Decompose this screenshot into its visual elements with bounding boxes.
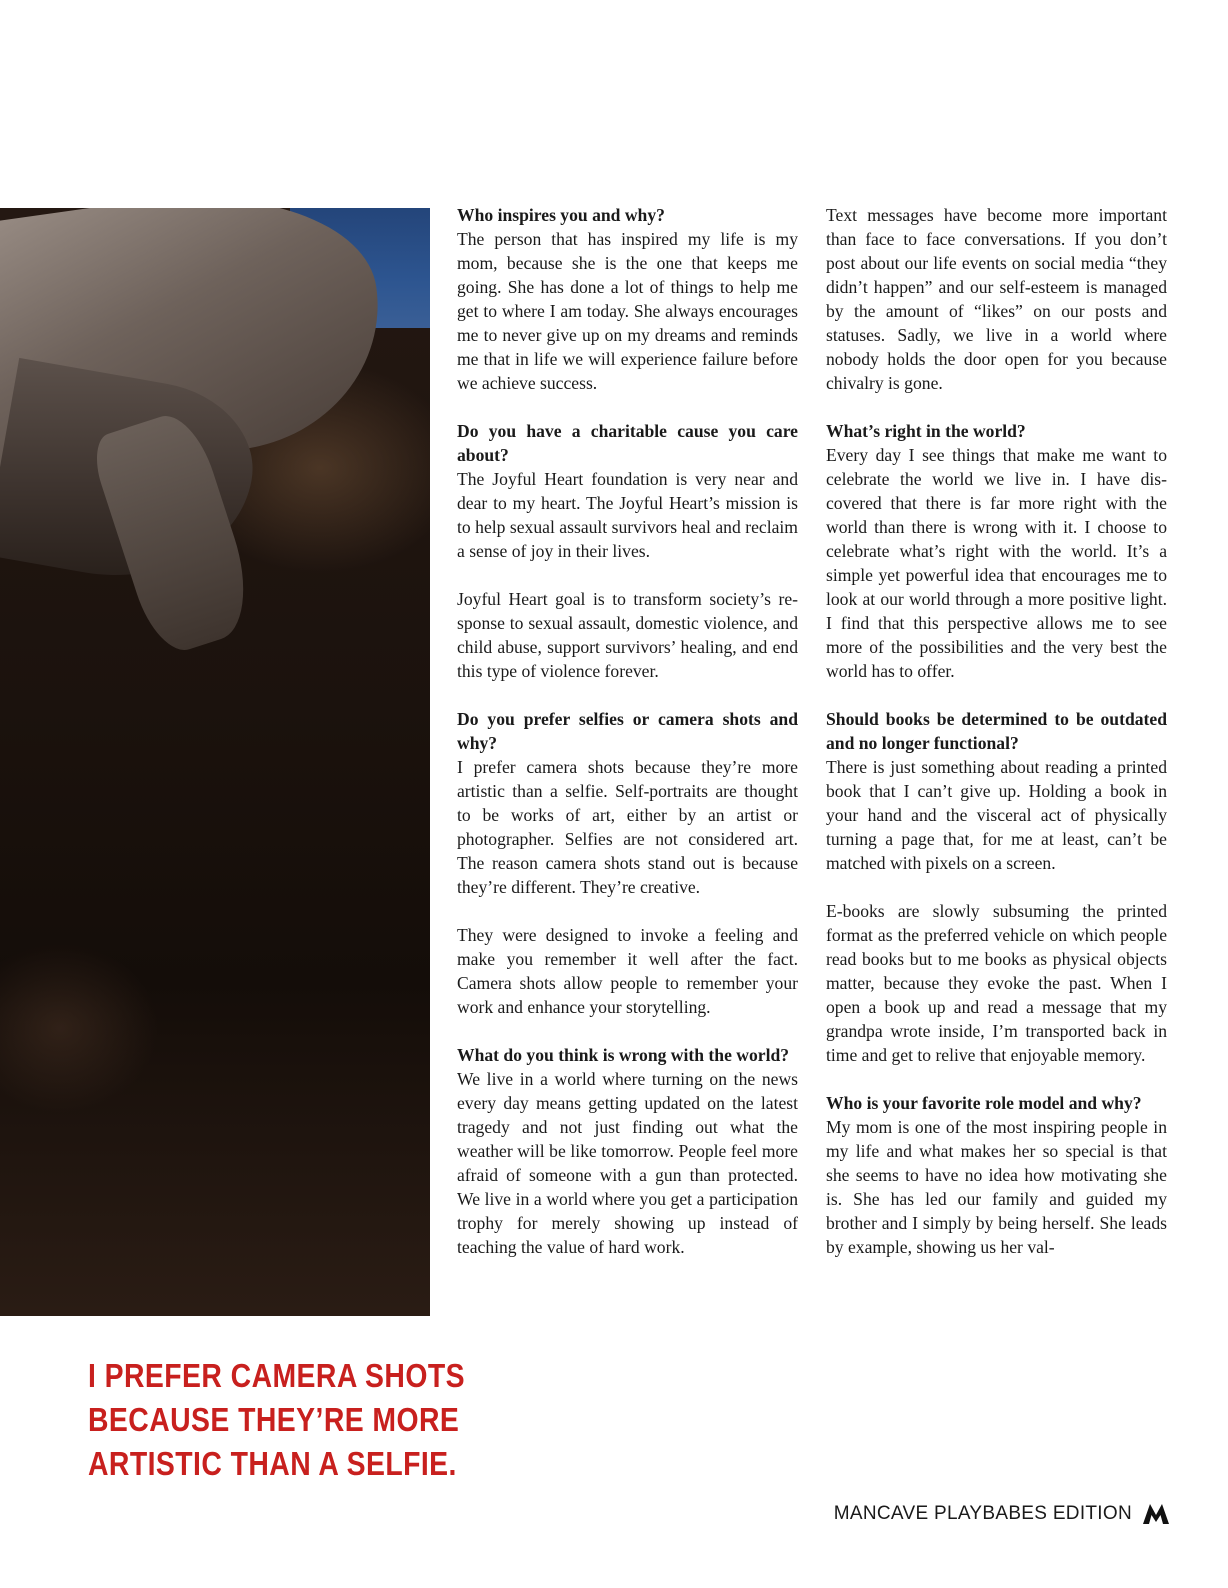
paragraph-spacer	[826, 395, 1167, 419]
article-column-right	[826, 203, 1167, 1259]
paragraph-spacer	[457, 899, 798, 923]
paragraph-spacer	[457, 395, 798, 419]
body-paragraph: My mom is one of the most inspiring people in my life and what makes her so special is that she seems to have no idea how motivating she is. She has led our family and guided my brother and I simply by being herself. She leads by example, showing us her val-	[826, 1117, 1167, 1257]
body-paragraph: Text messages have become more important than face to face conversations. If you don’t post about our life events on social media “they didn’t happen” and our self-esteem is managed by the amount of “likes” on our posts and statuses. Sadly, we live in a world where nobody holds the door open for you because chivalry is gone.	[826, 205, 1167, 393]
paragraph-spacer	[457, 683, 798, 707]
body-paragraph: There is just something about reading a printed book that I can’t give up. Holding a book in your hand and the visceral act of physically turning a page that, for me at least, can’t be matched with pixels on a screen.	[826, 757, 1167, 873]
paragraph-spacer	[457, 1019, 798, 1043]
section-heading: What’s right in the world?	[826, 421, 1026, 441]
pull-quote	[88, 1354, 465, 1486]
article-column-left	[457, 203, 798, 1259]
section-heading: What do you think is wrong with the world?	[457, 1045, 790, 1065]
body-paragraph: Every day I see things that make me want to celebrate the world we live in. I have discovered that there is far more right with the world than there is wrong with it. I choose to celebrate what’s right with the world. It’s a simple yet powerful idea that encourages me to look at our world through a more positive light. I find that this perspective allows me to see more of the possibilities and the very best the world has to offer.	[826, 445, 1167, 681]
body-paragraph: E-books are slowly subsuming the printed format as the preferred vehicle on which people read books but to me books as physical objects matter, because they evoke the past. When I open a book up and read a message that my grandpa wrote inside, I’m transported back in time and get to relive that enjoyable memory.	[826, 901, 1167, 1065]
pull-quote-line: ARTISTIC THAN A SELFIE.	[88, 1445, 457, 1482]
body-paragraph: The Joyful Heart foundation is very near and dear to my heart. The Joyful Heart’s mission is to help sexual assault survivors heal and reclaim a sense of joy in their lives.	[457, 469, 798, 561]
pull-quote-line: I PREFER CAMERA SHOTS	[88, 1357, 465, 1394]
body-paragraph: Joyful Heart goal is to transform society’s response to sexual assault, domestic violence, and child abuse, support survivors’ healing, and end this type of violence forever.	[457, 589, 798, 681]
rock-photograph	[0, 208, 430, 1316]
section-heading: Do you have a charitable cause you care about?	[457, 421, 798, 465]
pull-quote-line: BECAUSE THEY’RE MORE	[88, 1401, 460, 1438]
section-heading: Do you prefer selfies or camera shots and why?	[457, 709, 798, 753]
body-paragraph: The person that has inspired my life is my mom, because she is the one that keeps me going. She has done a lot of things to help me get to where I am today. She always encourages me to never give up on my dreams and reminds me that in life we will experience failure before we achieve success.	[457, 229, 798, 393]
paragraph-spacer	[826, 875, 1167, 899]
body-paragraph: We live in a world where turning on the news every day means getting updated on the latest tragedy and not just finding out what the weather will be like tomorrow. People feel more afraid of someone with a gun than protected. We live in a world where you get a participation trophy for merely showing up instead of teaching the value of hard work.	[457, 1069, 798, 1257]
paragraph-spacer	[457, 563, 798, 587]
paragraph-spacer	[826, 683, 1167, 707]
paragraph-spacer	[826, 1067, 1167, 1091]
body-paragraph: I prefer camera shots because they’re more artistic than a selfie. Self-portraits are thought to be works of art, either by an artist or photographer. Selfies are not considered art. The reason camera shots stand out is because they’re different. They’re creative.	[457, 757, 798, 897]
mancave-m-logo-icon	[1142, 1503, 1170, 1525]
footer-publication-name: MANCAVE PLAYBABES EDITION	[833, 1503, 1132, 1524]
page-footer	[834, 1501, 1170, 1527]
section-heading: Who is your favorite role model and why?	[826, 1093, 1142, 1113]
section-heading: Who inspires you and why?	[457, 205, 665, 225]
body-paragraph: They were designed to invoke a feeling and make you remember it well after the fact. Camera shots allow people to remember your work and enhance your storytelling.	[457, 925, 798, 1017]
section-heading: Should books be determined to be outdated and no longer functional?	[826, 709, 1167, 753]
